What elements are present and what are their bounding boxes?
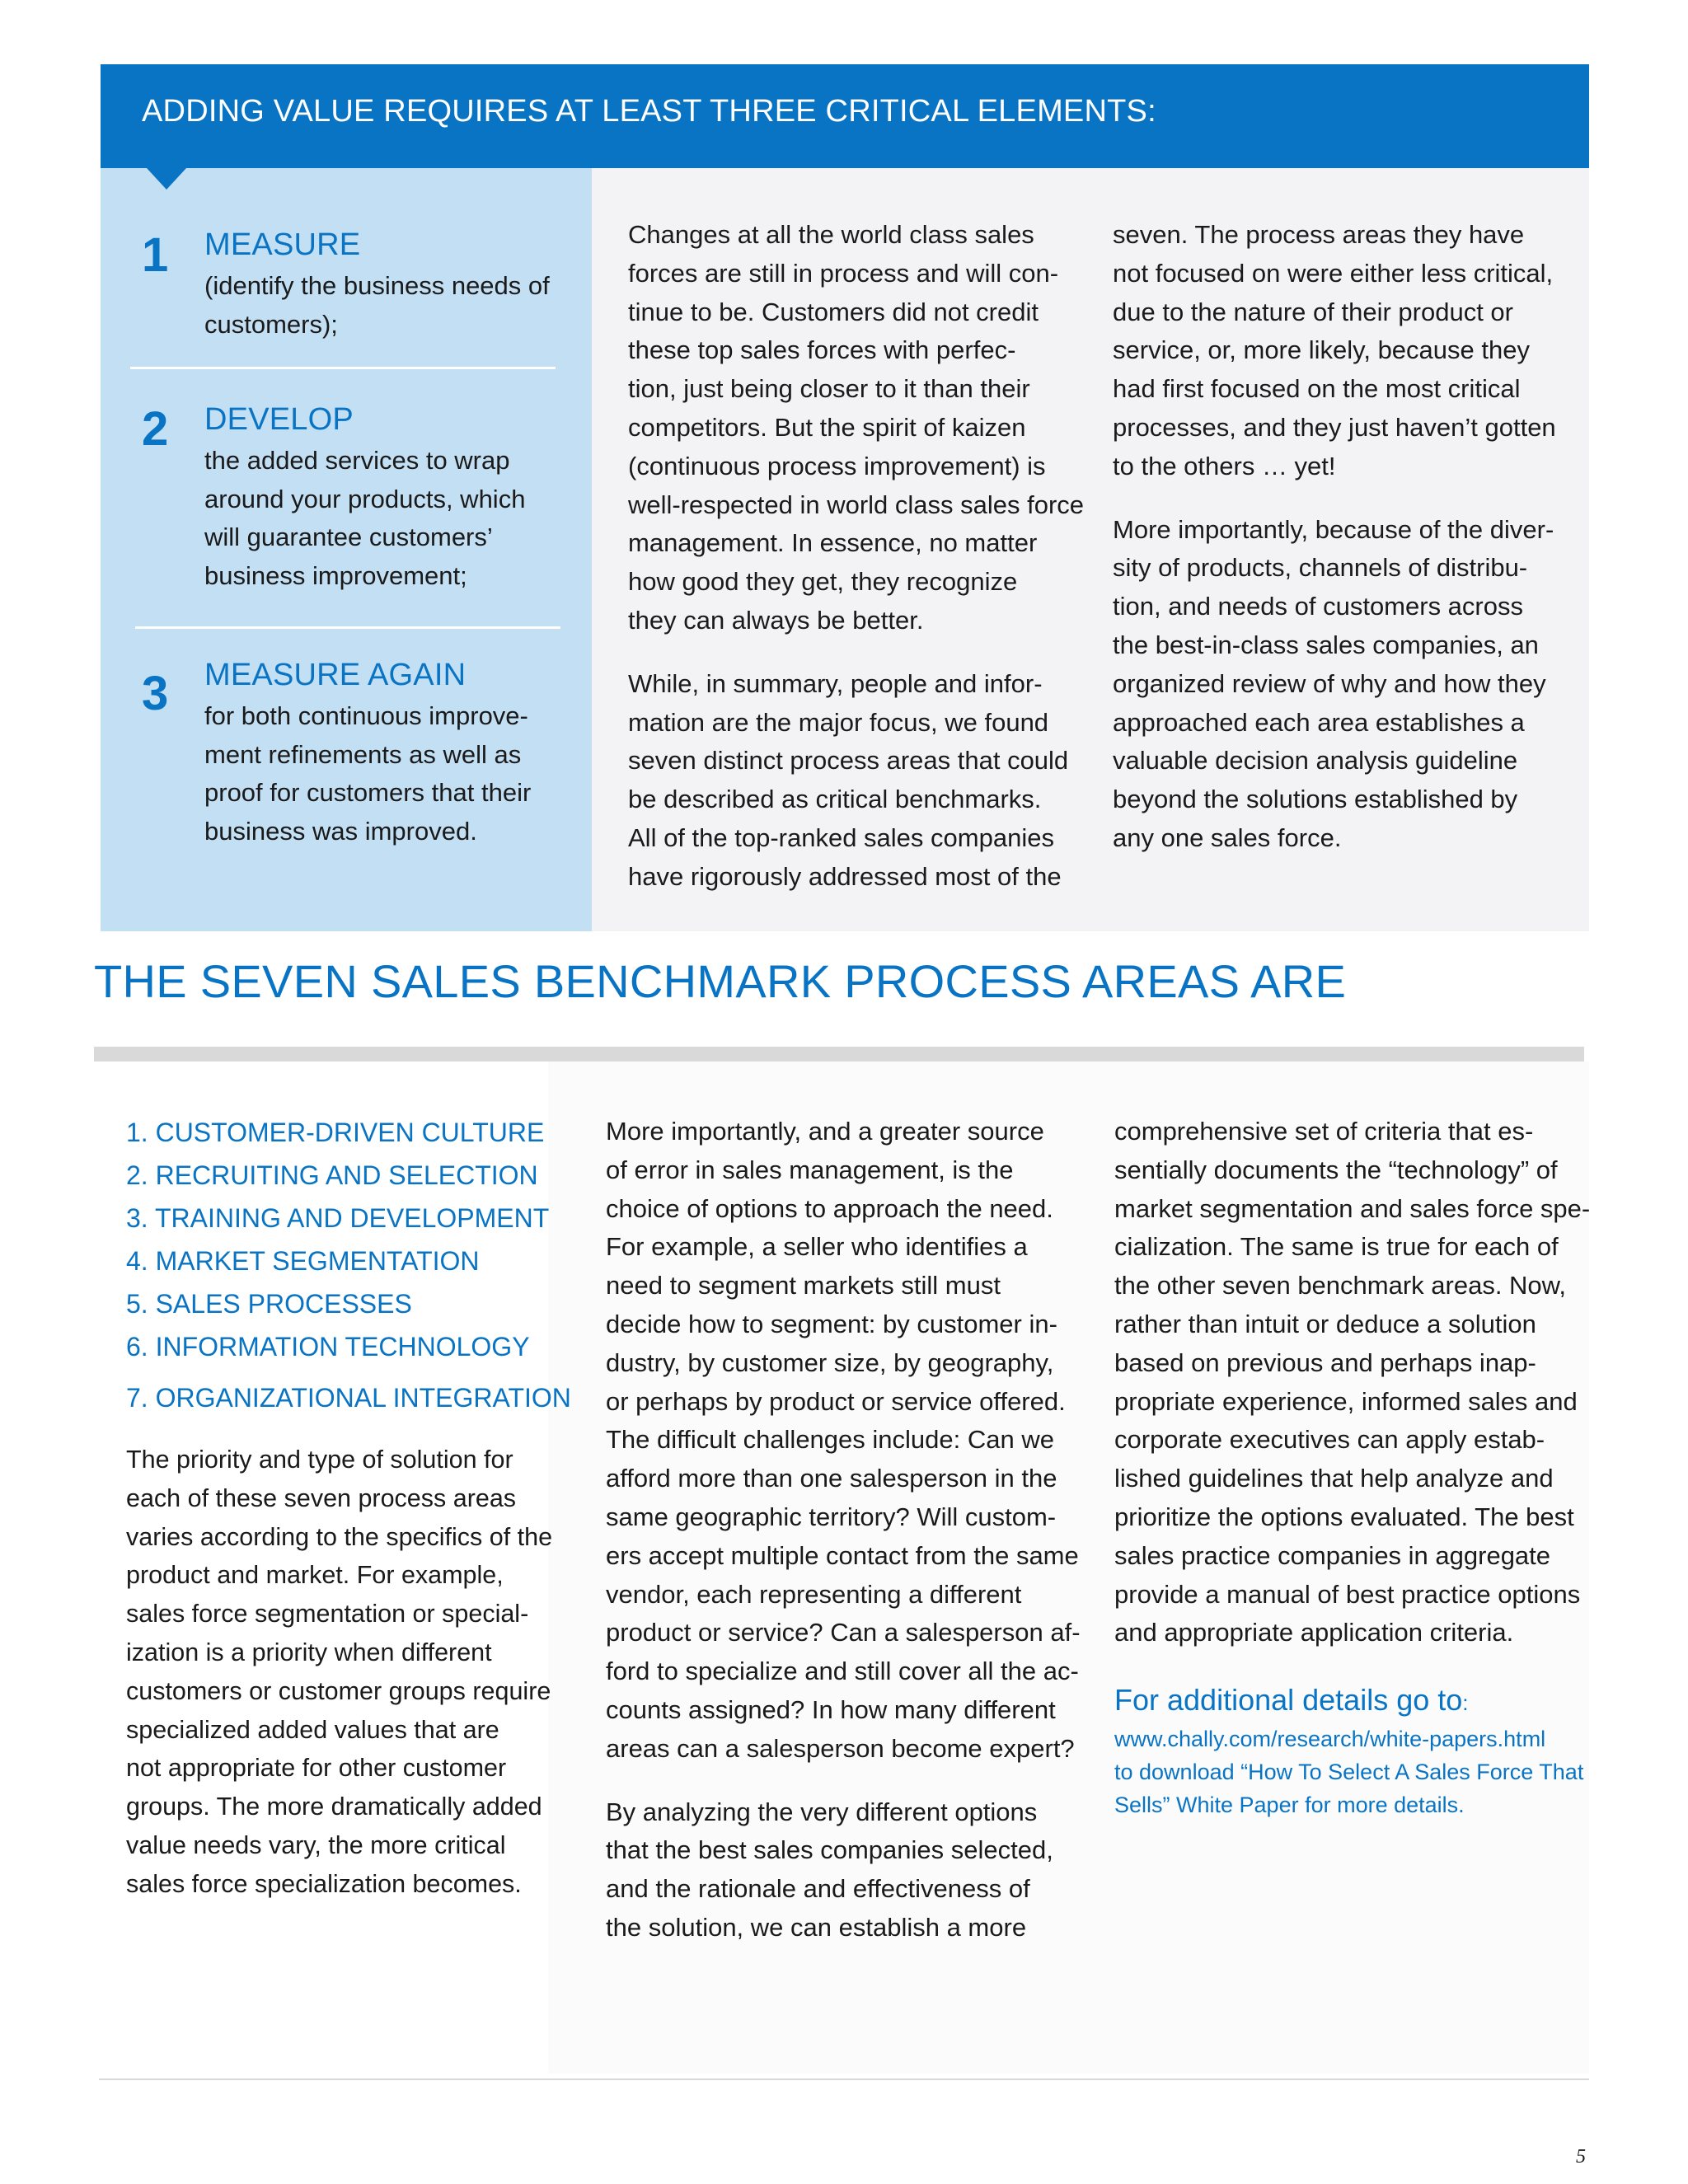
text-line: the other seven benchmark areas. Now, [1114, 1271, 1566, 1301]
paragraph [628, 216, 1090, 640]
text-line: ford to specialize and still cover all the ac- [606, 1657, 1079, 1686]
text-line: value needs vary, the more critical [126, 1830, 506, 1859]
callout-heading: ADDING VALUE REQUIRES AT LEAST THREE CRITICAL ELEMENTS: [142, 94, 1156, 129]
step-number: 1 [142, 228, 169, 282]
text-line: sales force segmentation or special- [126, 1600, 529, 1629]
section-rule [94, 1047, 1584, 1062]
paragraph [628, 665, 1090, 897]
callout-column-1 [628, 216, 1090, 921]
text-line: vendor, each representing a different [606, 1579, 1022, 1609]
text-line: the added services to wrap [204, 446, 510, 475]
paragraph [1114, 1113, 1592, 1652]
text-line: ment refinements as well as [204, 739, 522, 769]
text-line: For example, a seller who identifies a [606, 1232, 1028, 1262]
step-description [204, 697, 531, 851]
text-line: due to the nature of their product or [1113, 297, 1513, 326]
details-url-link[interactable]: www.chally.com/research/white-papers.html [1114, 1727, 1546, 1751]
text-line: have rigorously addressed most of the [628, 861, 1062, 891]
text-line: business was improved. [204, 816, 477, 846]
text-line: sity of products, channels of distribu- [1113, 553, 1528, 583]
text-line: or perhaps by product or service offered. [606, 1386, 1066, 1416]
text-line: not focused on were either less critical, [1113, 258, 1554, 288]
paragraph [606, 1113, 1100, 1769]
list-item: 2. RECRUITING AND SELECTION [126, 1160, 538, 1190]
text-line: specialized added values that are [126, 1715, 499, 1744]
text-line: decide how to segment: by customer in- [606, 1309, 1057, 1338]
step-divider [135, 626, 560, 629]
text-line: well-respected in world class sales force [628, 490, 1085, 519]
text-line: mation are the major focus, we found [628, 707, 1049, 737]
text-line: comprehensive set of criteria that es- [1114, 1117, 1534, 1146]
text-line: competitors. But the spirit of kaizen [628, 412, 1026, 442]
text-line: market segmentation and sales force spe- [1114, 1193, 1591, 1223]
text-line: More importantly, and a greater source [606, 1117, 1044, 1146]
section-column-2 [606, 1113, 1100, 1972]
text-line: customers); [204, 309, 338, 339]
text-line: that the best sales companies selected, [606, 1835, 1053, 1865]
details-link-text[interactable] [1114, 1722, 1583, 1821]
text-line: The difficult challenges include: Can we [606, 1425, 1054, 1455]
details-heading-text: For additional details go to [1114, 1683, 1463, 1717]
callout-header-bar [101, 64, 1589, 168]
step-divider [130, 367, 556, 369]
text-line: sentially documents the “technology” of [1114, 1155, 1558, 1184]
text-line: provide a manual of best practice options [1114, 1579, 1581, 1609]
text-line: had first focused on the most critical [1113, 374, 1521, 404]
text-line: based on previous and perhaps inap- [1114, 1347, 1536, 1377]
text-line: around your products, which [204, 484, 526, 513]
paragraph [1113, 511, 1582, 858]
list-item: 6. INFORMATION TECHNOLOGY [126, 1332, 530, 1361]
text-line: choice of options to approach the need. [606, 1193, 1053, 1223]
text-line: be described as critical benchmarks. [628, 785, 1042, 814]
text-line: service, or, more likely, because they [1113, 335, 1530, 365]
text-line: management. In essence, no matter [628, 528, 1038, 558]
text-line: to download “How To Select A Sales Force That [1114, 1760, 1584, 1784]
text-line: sales practice companies in aggregate [1114, 1540, 1551, 1570]
list-item: 1. CUSTOMER-DRIVEN CULTURE [126, 1118, 545, 1147]
text-line: prioritize the options evaluated. The best [1114, 1502, 1574, 1531]
step-number: 2 [142, 402, 169, 456]
step-title: MEASURE [204, 227, 361, 262]
text-line: not appropriate for other customer [126, 1754, 507, 1783]
list-item: 4. MARKET SEGMENTATION [126, 1246, 480, 1276]
text-line: The priority and type of solution for [126, 1446, 513, 1474]
text-line: lished guidelines that help analyze and [1114, 1464, 1554, 1493]
text-line: areas can a salesperson become expert? [606, 1733, 1075, 1763]
step-description [204, 267, 550, 344]
text-line: More importantly, because of the diver- [1113, 514, 1554, 544]
text-line: afford more than one salesperson in the [606, 1464, 1057, 1493]
text-line: (identify the business needs of [204, 271, 550, 300]
page-number: 5 [1576, 2146, 1586, 2168]
text-line: propriate experience, informed sales and [1114, 1386, 1578, 1416]
text-line: By analyzing the very different options [606, 1797, 1038, 1826]
text-line: proof for customers that their [204, 778, 532, 807]
text-line: organized review of why and how they [1113, 668, 1546, 698]
step-number: 3 [142, 667, 169, 720]
footer-rule [99, 2079, 1589, 2080]
details-heading-colon: : [1462, 1690, 1469, 1715]
text-line: (continuous process improvement) is [628, 451, 1046, 480]
callout-pointer [147, 168, 186, 190]
text-line: counts assigned? In how many different [606, 1694, 1056, 1724]
benchmark-list [126, 1111, 571, 1419]
text-line: Changes at all the world class sales [628, 220, 1034, 249]
text-line: All of the top-ranked sales companies [628, 823, 1054, 852]
text-line: product and market. For example, [126, 1561, 504, 1590]
text-line: beyond the solutions established by [1113, 785, 1518, 814]
text-line: seven. The process areas they have [1113, 220, 1525, 249]
text-line: product or service? Can a salesperson af- [606, 1618, 1081, 1647]
step-title: MEASURE AGAIN [204, 658, 467, 692]
text-line: varies according to the specifics of the [126, 1522, 553, 1551]
text-line: business improvement; [204, 560, 467, 590]
text-line: valuable decision analysis guideline [1113, 746, 1518, 776]
text-line: the solution, we can establish a more [606, 1912, 1027, 1942]
details-heading [1114, 1683, 1469, 1718]
text-line: the best-in-class sales companies, an [1113, 630, 1539, 659]
list-item: 5. SALES PROCESSES [126, 1289, 412, 1319]
section-title: THE SEVEN SALES BENCHMARK PROCESS AREAS ARE [94, 955, 1347, 1007]
text-line: these top sales forces with perfec- [628, 335, 1016, 365]
text-line: forces are still in process and will con- [628, 258, 1059, 288]
list-item: 3. TRAINING AND DEVELOPMENT [126, 1203, 550, 1233]
text-line: processes, and they just haven’t gotten [1113, 412, 1556, 442]
text-line: rather than intuit or deduce a solution [1114, 1309, 1536, 1338]
text-line: to the others … yet! [1113, 451, 1336, 480]
text-line: Sells” White Paper for more details. [1114, 1793, 1465, 1817]
text-line: tion, just being closer to it than their [628, 374, 1030, 404]
text-line: ization is a priority when different [126, 1638, 492, 1666]
text-line: any one sales force. [1113, 823, 1342, 852]
text-line: groups. The more dramatically added [126, 1793, 542, 1821]
paragraph [1113, 216, 1582, 486]
text-line: ers accept multiple contact from the same [606, 1540, 1079, 1570]
paragraph [126, 1441, 563, 1904]
text-line: tinue to be. Customers did not credit [628, 297, 1039, 326]
text-line: cialization. The same is true for each of [1114, 1232, 1559, 1262]
text-line: corporate executives can apply estab- [1114, 1425, 1545, 1455]
text-line: same geographic territory? Will custom- [606, 1502, 1057, 1531]
text-line: customers or customer groups require [126, 1676, 551, 1705]
text-line: seven distinct process areas that could [628, 746, 1069, 776]
text-line: dustry, by customer size, by geography, [606, 1347, 1054, 1377]
text-line: approached each area establishes a [1113, 707, 1525, 737]
text-line: of error in sales management, is the [606, 1155, 1014, 1184]
callout-column-2 [1113, 216, 1582, 883]
steps-panel [101, 168, 592, 931]
step-description [204, 442, 525, 595]
text-line: tion, and needs of customers across [1113, 592, 1523, 621]
text-line: and appropriate application criteria. [1114, 1618, 1514, 1647]
text-line: need to segment markets still must [606, 1271, 1001, 1301]
section-column-3 [1114, 1113, 1592, 1677]
text-line: they can always be better. [628, 605, 924, 635]
text-line: and the rationale and effectiveness of [606, 1874, 1030, 1904]
paragraph [606, 1793, 1100, 1947]
list-item: 7. ORGANIZATIONAL INTEGRATION [126, 1383, 571, 1413]
text-line: While, in summary, people and infor- [628, 668, 1043, 698]
text-line: for both continuous improve- [204, 701, 528, 730]
callout-text-panel [592, 168, 1589, 931]
text-line: will guarantee customers’ [204, 523, 493, 551]
text-line: sales force specialization becomes. [126, 1869, 522, 1898]
section-column-1 [126, 1441, 563, 1929]
text-line: how good they get, they recognize [628, 567, 1018, 597]
text-line: each of these seven process areas [126, 1483, 517, 1512]
step-title: DEVELOP [204, 402, 354, 437]
